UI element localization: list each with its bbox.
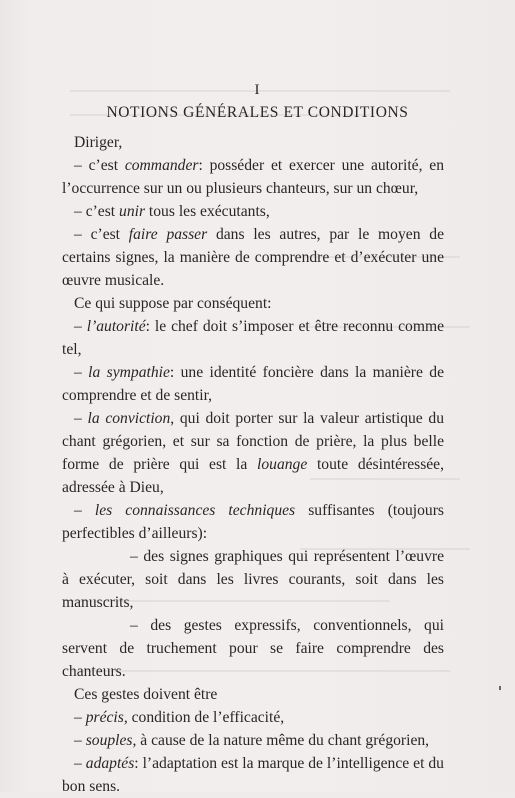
paragraph	[62, 499, 444, 545]
paragraph	[62, 545, 444, 614]
paragraph	[62, 752, 444, 798]
text-run: – c’est	[74, 157, 125, 174]
text-run: –	[74, 318, 87, 335]
text-run: , à cause de la nature même du chant grégorien,	[132, 732, 430, 749]
paragraph	[62, 131, 444, 154]
text-run: Diriger,	[74, 134, 123, 151]
text-run: Ce qui suppose par conséquent:	[74, 295, 272, 312]
chapter-number: I	[254, 82, 261, 98]
paragraph	[62, 706, 444, 729]
chapter-title: NOTIONS GÉNÉRALES ET CONDITIONS	[106, 104, 409, 121]
paragraph	[62, 223, 444, 292]
text-run: –	[74, 502, 95, 519]
italic-text: faire passer	[128, 226, 208, 243]
body-text	[62, 131, 444, 798]
text-run: Ces gestes doivent être	[74, 686, 218, 703]
text-run: –	[74, 755, 86, 772]
text-run: : le chef doit s’imposer et être reconnu comme tel,	[62, 318, 444, 358]
paragraph	[62, 200, 444, 223]
text-run: tous les exécutants,	[145, 203, 270, 220]
text-run: –	[74, 364, 89, 381]
paragraph	[62, 315, 444, 361]
text-run: –	[74, 709, 86, 726]
italic-text: commander	[124, 157, 199, 174]
text-run: : l’adaptation est la marque de l’intelligence et du bon sens.	[62, 755, 444, 795]
paragraph	[62, 154, 444, 200]
paragraph	[62, 361, 444, 407]
italic-text: unir	[119, 203, 146, 220]
italic-text: l’autorité	[86, 318, 146, 335]
text-run: – des signes graphiques qui représentent l’œuvre à exécuter, soit dans les livres courants, soit dans les manuscrits,	[62, 548, 444, 611]
paragraph	[62, 614, 444, 683]
paragraph	[62, 683, 444, 706]
text-run: –	[74, 732, 86, 749]
text-run: , condition de l’efficacité,	[123, 709, 285, 726]
italic-text: la sympathie	[88, 364, 170, 381]
paragraph	[62, 729, 444, 752]
paragraph	[62, 292, 444, 315]
text-run: : une identité foncière dans la manière de comprendre et de sentir,	[62, 364, 444, 404]
italic-text: précis	[85, 709, 124, 726]
text-run: –	[74, 410, 88, 427]
italic-text: les connaissances techniques	[94, 502, 296, 519]
italic-text: la conviction	[87, 410, 171, 427]
paragraph	[62, 407, 444, 499]
text-run: – c’est	[74, 203, 120, 220]
text-run: suffisantes (toujours perfectibles d’ailleurs):	[62, 502, 444, 542]
text-run: toute désintéressée, adressée à Dieu,	[62, 456, 445, 496]
italic-text: louange	[257, 456, 308, 473]
text-run: – c’est	[74, 226, 129, 243]
text-run: : posséder et exercer une autorité, en l’occurrence sur un ou plusieurs chanteurs, sur un chœur,	[62, 157, 444, 197]
text-run: , qui doit porter sur la valeur artistique du chant grégorien, et sur sa fonction de prière, la plus belle forme de prière qui est la	[62, 410, 445, 473]
page-speck	[499, 686, 501, 690]
text-run: – des gestes expressifs, conventionnels, qui servent de truchement pour se faire comprendre des chanteurs.	[62, 617, 444, 680]
italic-text: souples	[85, 732, 133, 749]
text-run: dans les autres, par le moyen de certains signes, la manière de comprendre et d’exécuter une œuvre musicale.	[62, 226, 444, 289]
italic-text: adaptés	[85, 755, 135, 772]
